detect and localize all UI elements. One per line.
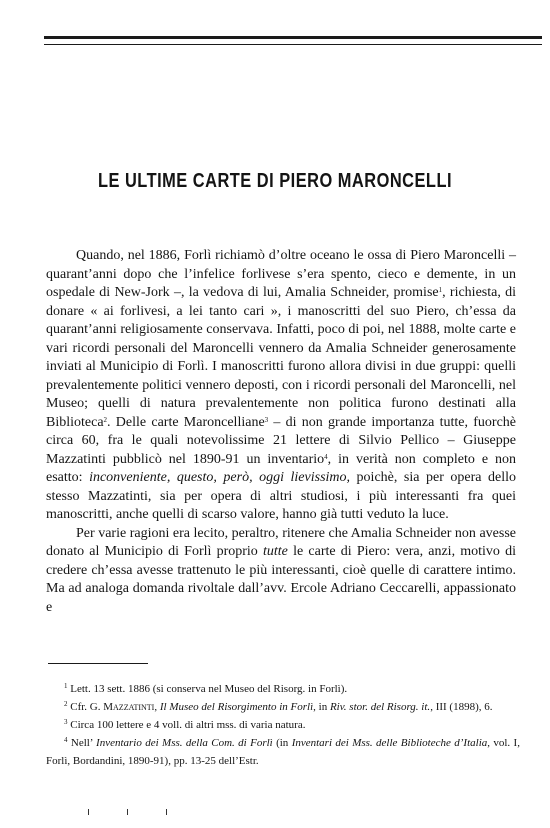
footnote-italic: Riv. stor. del Risorg. it. bbox=[329, 701, 431, 713]
footnote-italic: Inventario dei Mss. della Com. di Forlì bbox=[96, 737, 273, 749]
footnote-text: Lett. 13 sett. 1886 (si conserva nel Museo del Risorg. in Forlì). bbox=[67, 683, 348, 695]
italic-run: inconveniente, questo, però, oggi lievissimo, bbox=[89, 470, 351, 485]
footnote-italic: Il Museo del Risorgimento in Forlì bbox=[159, 701, 314, 713]
italic-run: tutte bbox=[263, 544, 288, 559]
footnote-text: Circa 100 lettere e 4 voll. di altri mss. di varia natura. bbox=[67, 719, 306, 731]
footnote-ref: 1 bbox=[438, 286, 443, 294]
paragraph-2 bbox=[46, 525, 516, 618]
footnote-text: Cfr. G. bbox=[67, 701, 104, 713]
printer-mark bbox=[127, 809, 128, 815]
footnote bbox=[46, 734, 520, 770]
footnote-ref: 4 bbox=[324, 452, 328, 461]
text-run: poichè, sia per opera dello stesso Mazzatinti, sia per opera di altri studiosi, i più interessanti fra quei manoscritti, anche quelli di scarso valore, hanno già tutti veduto la luce. bbox=[46, 470, 517, 522]
text-run: le carte di Piero: vera, anzi, motivo di credere ch’essa avesse trattenuto le più interessanti, cioè quelle di carattere intimo. Ma ad analoga domanda rivoltale dall’avv. Ercole Adriano Ceccarelli, appassionato e bbox=[46, 544, 517, 615]
page-title: LE ULTIME CARTE DI PIERO MARONCELLI bbox=[97, 170, 453, 192]
footnote bbox=[46, 680, 520, 698]
footnote-author: Mazzatinti bbox=[103, 701, 155, 713]
footnote-italic: Inventari dei Mss. delle Biblioteche d’Italia bbox=[291, 737, 488, 749]
printer-mark bbox=[166, 809, 167, 815]
text-run: , in verità non completo e non esatto: bbox=[46, 451, 516, 485]
printer-marks bbox=[88, 808, 205, 818]
footnote-text: , bbox=[154, 701, 160, 713]
text-run: – di non grande importanza tutte, fuorchè circa 60, fra le quali notevolissime 21 lettere di Silvio Pellico – Giuseppe Mazzatinti pubblicò nel 1890-91 un inventario bbox=[46, 414, 516, 467]
footnote-text: , vol. I, Forlì, Bordandini, 1890-91), pp. 13-25 dell’Estr. bbox=[46, 737, 520, 767]
footnote bbox=[46, 698, 520, 716]
footnote-number: 4 bbox=[64, 736, 68, 744]
footnotes bbox=[46, 680, 520, 770]
header-rule-thick bbox=[44, 36, 542, 39]
footnote-number: 1 bbox=[64, 682, 68, 690]
text-run: Per varie ragioni era lecito, peraltro, ritenere che Amalia Schneider non avesse donato al Municipio di Forlì proprio bbox=[46, 525, 516, 559]
text-run: . Delle carte Maroncelliane bbox=[107, 414, 265, 430]
text-run: , richiesta, di donare « ai forlivesi, a lei tanto cari », i manoscritti del suo Piero, ch’essa da quarant’anni religiosamente conservava. Infatti, poco di poi, nel 1888, molte carte e vari ricordi personali del Maroncelli vennero da Amalia Schneider generosamente inviati al Municipio di Forlì. I manoscritti furono allora divisi in due gruppi: quelli prevalentemente politici vennero deposti, con i ricordi personali del Maroncelli, nel Museo; quelli di natura prevalentemente non politica furono destinati alla Biblioteca bbox=[46, 285, 517, 430]
footnote-number: 2 bbox=[64, 700, 68, 708]
header-rule-thin bbox=[44, 44, 542, 45]
footnote-ref: 2 bbox=[103, 415, 108, 424]
paragraph-1 bbox=[46, 247, 516, 525]
footnote-text: , in bbox=[313, 701, 330, 713]
footnote-text: Nell’ bbox=[67, 737, 97, 749]
footnote-text: (in bbox=[272, 737, 292, 749]
text-run: Quando, nel 1886, Forlì richiamò d’oltre oceano le ossa di Piero Maroncelli – quarant’anni dopo che l’infelice forlivese s’era spento, cieco e demente, in un ospedale di New-Jork –, la vedova di lui, Amalia Schneider, promise bbox=[46, 248, 516, 300]
footnote-ref: 3 bbox=[264, 415, 269, 424]
footnote-number: 3 bbox=[64, 718, 68, 726]
footnote-text: , III (1898), 6. bbox=[430, 701, 493, 713]
body-text bbox=[46, 247, 516, 617]
printer-mark bbox=[88, 809, 89, 815]
footnote bbox=[46, 716, 520, 734]
footnote-rule bbox=[48, 663, 148, 664]
